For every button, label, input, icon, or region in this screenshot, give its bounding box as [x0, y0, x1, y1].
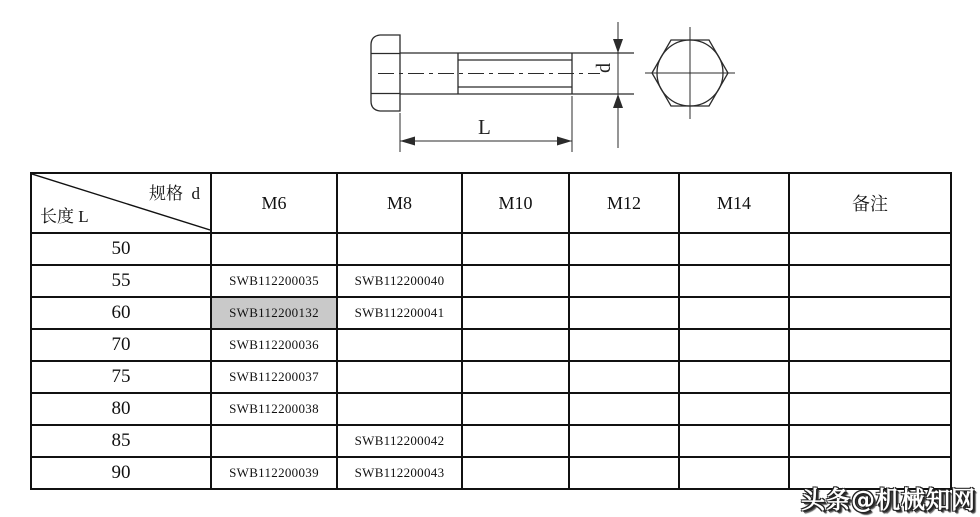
- column-header-m12: M12: [569, 173, 679, 233]
- part-number-cell: [679, 393, 789, 425]
- part-number-cell: [679, 329, 789, 361]
- part-number-cell: [462, 457, 569, 489]
- bolt-technical-drawing: [330, 5, 770, 165]
- part-number-cell: [462, 393, 569, 425]
- part-number-cell: [462, 265, 569, 297]
- part-number-cell-highlighted: SWB112200132: [211, 297, 337, 329]
- table-row: [31, 233, 951, 265]
- remarks-cell: [789, 361, 951, 393]
- column-header-m14: M14: [679, 173, 789, 233]
- corner-label-length-l: 长度 L: [40, 207, 89, 226]
- remarks-cell: [789, 233, 951, 265]
- part-number-cell: [569, 265, 679, 297]
- part-number-cell: [569, 393, 679, 425]
- part-number-cell: [569, 329, 679, 361]
- column-header-remarks: 备注: [789, 173, 951, 233]
- remarks-cell: [789, 425, 951, 457]
- length-cell: 90: [31, 457, 211, 489]
- part-number-cell: [462, 329, 569, 361]
- remarks-cell: [789, 265, 951, 297]
- part-number-cell: [211, 233, 337, 265]
- length-cell: 75: [31, 361, 211, 393]
- part-number-cell: [679, 265, 789, 297]
- column-header-m6: M6: [211, 173, 337, 233]
- hex-head-end-view: [645, 27, 735, 119]
- part-number-cell: [337, 329, 462, 361]
- part-number-cell: [337, 393, 462, 425]
- part-number-cell: SWB112200035: [211, 265, 337, 297]
- part-number-cell: [462, 361, 569, 393]
- part-number-cell: [679, 233, 789, 265]
- watermark: 头条@机械知网: [801, 486, 976, 514]
- length-cell: 50: [31, 233, 211, 265]
- part-number-cell: SWB112200037: [211, 361, 337, 393]
- part-number-cell: SWB112200039: [211, 457, 337, 489]
- part-number-cell: [569, 425, 679, 457]
- corner-header-cell: [31, 173, 211, 233]
- length-cell: 85: [31, 425, 211, 457]
- part-number-cell: [679, 425, 789, 457]
- table-row: [31, 393, 951, 425]
- table-row: [31, 329, 951, 361]
- column-header-m8: M8: [337, 173, 462, 233]
- length-cell: 55: [31, 265, 211, 297]
- length-cell: 80: [31, 393, 211, 425]
- part-number-cell: [569, 361, 679, 393]
- dimension-d: [593, 22, 623, 148]
- remarks-cell: [789, 329, 951, 361]
- bolt-spec-table: [30, 172, 952, 490]
- part-number-cell: SWB112200040: [337, 265, 462, 297]
- part-number-cell: [679, 297, 789, 329]
- column-header-m10: M10: [462, 173, 569, 233]
- part-number-cell: [462, 233, 569, 265]
- table-row: [31, 425, 951, 457]
- dim-l-label: L: [478, 115, 491, 139]
- part-number-cell: SWB112200036: [211, 329, 337, 361]
- part-number-cell: [337, 361, 462, 393]
- part-number-cell: SWB112200043: [337, 457, 462, 489]
- part-number-cell: [569, 457, 679, 489]
- length-cell: 70: [31, 329, 211, 361]
- table-row: [31, 361, 951, 393]
- part-number-cell: [679, 361, 789, 393]
- part-number-cell: [569, 233, 679, 265]
- dimension-l: [400, 96, 572, 152]
- part-number-cell: SWB112200042: [337, 425, 462, 457]
- part-number-cell: [211, 425, 337, 457]
- table-row: [31, 297, 951, 329]
- part-number-cell: [462, 425, 569, 457]
- table-row: [31, 265, 951, 297]
- corner-label-spec-d: 规格 d: [149, 184, 200, 203]
- length-cell: 60: [31, 297, 211, 329]
- remarks-cell: [789, 297, 951, 329]
- part-number-cell: SWB112200041: [337, 297, 462, 329]
- part-number-cell: [337, 233, 462, 265]
- part-number-cell: [462, 297, 569, 329]
- remarks-cell: [789, 393, 951, 425]
- part-number-cell: [679, 457, 789, 489]
- dim-d-label: d: [593, 63, 615, 73]
- part-number-cell: SWB112200038: [211, 393, 337, 425]
- part-number-cell: [569, 297, 679, 329]
- header-row: [31, 173, 951, 233]
